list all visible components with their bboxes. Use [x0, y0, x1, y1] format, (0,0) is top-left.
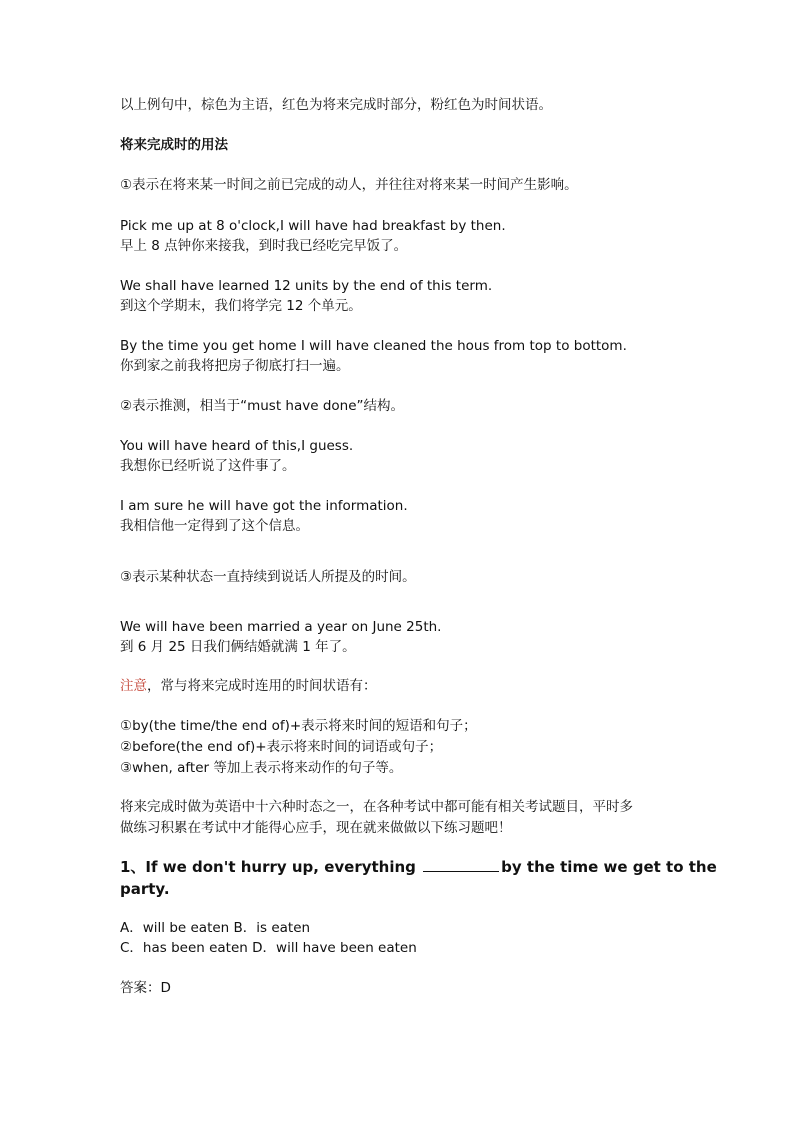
example-en: By the time you get home I will have cleaned the hous from top to bottom. [120, 338, 627, 354]
closing-line: 做练习积累在考试中才能得心应手，现在就来做做以下练习题吧！ [120, 820, 512, 836]
note-text: ，常与将来完成时连用的时间状语有： [147, 678, 377, 694]
answer-text: 答案：D [120, 980, 171, 996]
example-en: I am sure he will have got the information. [120, 498, 408, 514]
note-item: ①by(the time/the end of)+表示将来时间的短语和句子； [120, 718, 477, 734]
example-zh: 你到家之前我将把房子彻底打扫一遍。 [120, 358, 350, 374]
example-zh: 到这个学期末，我们将学完 12 个单元。 [120, 298, 362, 314]
example-en: Pick me up at 8 o'clock,I will have had breakfast by then. [120, 218, 506, 234]
example-zh: 我想你已经听说了这件事了。 [120, 458, 296, 474]
example-zh: 到 6 月 25 日我们俩结婚就满 1 年了。 [120, 639, 356, 655]
example-en: You will have heard of this,I guess. [120, 438, 354, 454]
use3-heading: ③表示某种状态一直持续到说话人所提及的时间。 [120, 569, 416, 585]
question-line [120, 856, 717, 878]
intro-text: 以上例句中，棕色为主语，红色为将来完成时部分，粉红色为时间状语。 [120, 97, 552, 113]
question-start: 1、If we don't hurry up, everything [120, 858, 422, 876]
example-en: We shall have learned 12 units by the end of this term. [120, 278, 493, 294]
question-end: by the time we get to the [501, 858, 717, 876]
answer-blank [423, 857, 499, 872]
example-en: We will have been married a year on June 25th. [120, 619, 442, 635]
option-line: C．has been eaten D．will have been eaten [120, 940, 417, 956]
note-item: ③when, after 等加上表示将来动作的句子等。 [120, 760, 403, 776]
example-zh: 早上 8 点钟你来接我，到时我已经吃完早饭了。 [120, 238, 408, 254]
use1-heading: ①表示在将来某一时间之前已完成的动人，并往往对将来某一时间产生影响。 [120, 177, 578, 193]
use2-heading: ②表示推测，相当于“must have done”结构。 [120, 398, 405, 414]
note-item: ②before(the end of)+表示将来时间的词语或句子； [120, 739, 443, 755]
question-line2: party. [120, 880, 170, 898]
example-zh: 我相信他一定得到了这个信息。 [120, 518, 309, 534]
note-line [120, 676, 377, 696]
usage-title: 将来完成时的用法 [120, 137, 228, 153]
option-line: A．will be eaten B．is eaten [120, 920, 311, 936]
closing-line: 将来完成时做为英语中十六种时态之一，在各种考试中都可能有相关考试题目，平时多 [120, 799, 633, 815]
note-label: 注意 [120, 678, 147, 694]
